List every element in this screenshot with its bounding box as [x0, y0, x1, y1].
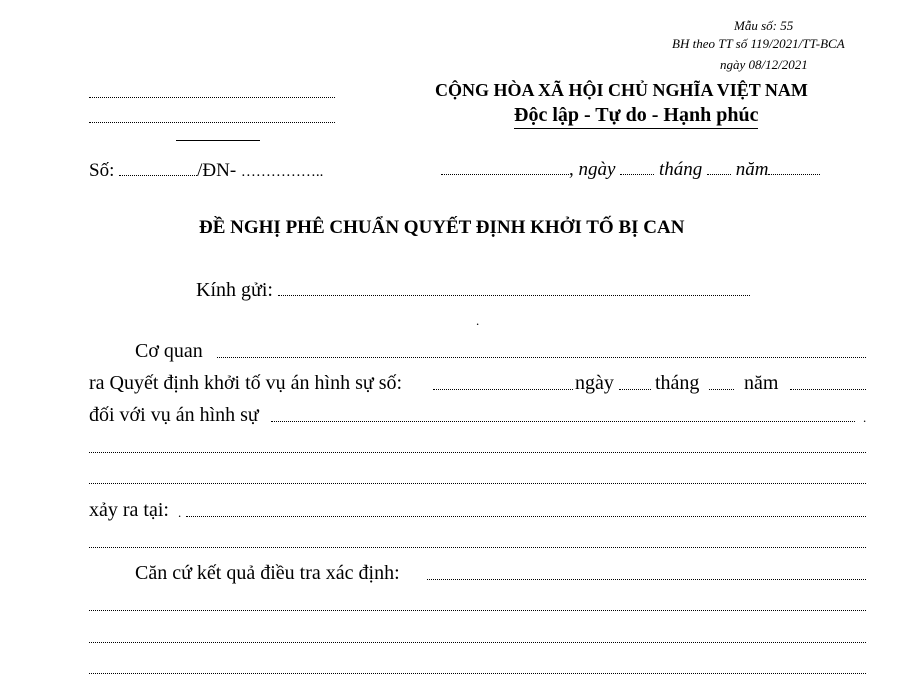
agency-label: Cơ quan [135, 340, 203, 362]
location-dot: . [178, 505, 182, 520]
decision-year-field[interactable] [790, 389, 866, 390]
place-date-row [441, 159, 820, 181]
number-suffix: /ĐN- [197, 160, 237, 181]
year-label: năm [735, 159, 769, 180]
number-label: Số: [89, 160, 115, 181]
decision-month-field[interactable] [709, 389, 734, 390]
document-title: ĐỀ NGHỊ PHÊ CHUẨN QUYẾT ĐỊNH KHỞI TỐ BỊ CAN [199, 217, 685, 238]
form-issued-by: BH theo TT số 119/2021/TT-BCA [672, 36, 845, 51]
day-label: ngày [578, 159, 616, 180]
number-suffix-field[interactable]: …………….. [240, 164, 324, 180]
month-field[interactable] [707, 174, 731, 175]
stray-dot: . [476, 313, 480, 328]
form-issued-date: ngày 08/12/2021 [720, 57, 808, 72]
investigation-label: Căn cứ kết quả điều tra xác định: [135, 562, 400, 584]
investigation-field-continued-2[interactable] [89, 642, 866, 643]
decision-number-field[interactable] [433, 389, 573, 390]
agency-row [135, 340, 203, 363]
case-field[interactable] [271, 421, 855, 422]
month-label: tháng [658, 159, 703, 180]
recipient-label: Kính gửi: [196, 279, 273, 301]
location-label: xảy ra tại: [89, 499, 169, 521]
recipient-field[interactable] [278, 295, 750, 296]
case-field-continued-2[interactable] [89, 483, 866, 484]
form-number: Mẫu số: 55 [734, 18, 794, 33]
case-label: đối với vụ án hình sự [89, 404, 259, 426]
reference-number-row [89, 160, 323, 182]
agency-name-field-2[interactable] [89, 122, 335, 123]
decision-label: ra Quyết định khởi tố vụ án hình sự số: [89, 372, 403, 394]
day-field[interactable] [620, 174, 654, 175]
location-field[interactable] [186, 516, 866, 517]
location-field-continued[interactable] [89, 547, 866, 548]
investigation-field-continued-3[interactable] [89, 673, 866, 674]
decision-day-label: ngày [575, 372, 614, 394]
case-end-dot: . [863, 410, 867, 425]
decision-year-label: năm [744, 372, 779, 394]
country-name: CỘNG HÒA XÃ HỘI CHỦ NGHĨA VIỆT NAM [435, 80, 808, 100]
agency-name-field-1[interactable] [89, 97, 335, 98]
case-field-continued-1[interactable] [89, 452, 866, 453]
investigation-field[interactable] [427, 579, 866, 580]
agency-field[interactable] [217, 357, 866, 358]
decision-month-label: tháng [655, 372, 700, 394]
decision-day-field[interactable] [619, 389, 651, 390]
place-field[interactable] [441, 174, 569, 175]
year-field[interactable] [768, 174, 820, 175]
agency-underline [176, 140, 260, 141]
date-comma: , [569, 159, 574, 180]
investigation-field-continued-1[interactable] [89, 610, 866, 611]
national-motto: Độc lập - Tự do - Hạnh phúc [514, 104, 758, 129]
number-field[interactable] [119, 175, 197, 176]
recipient-row [196, 279, 750, 302]
